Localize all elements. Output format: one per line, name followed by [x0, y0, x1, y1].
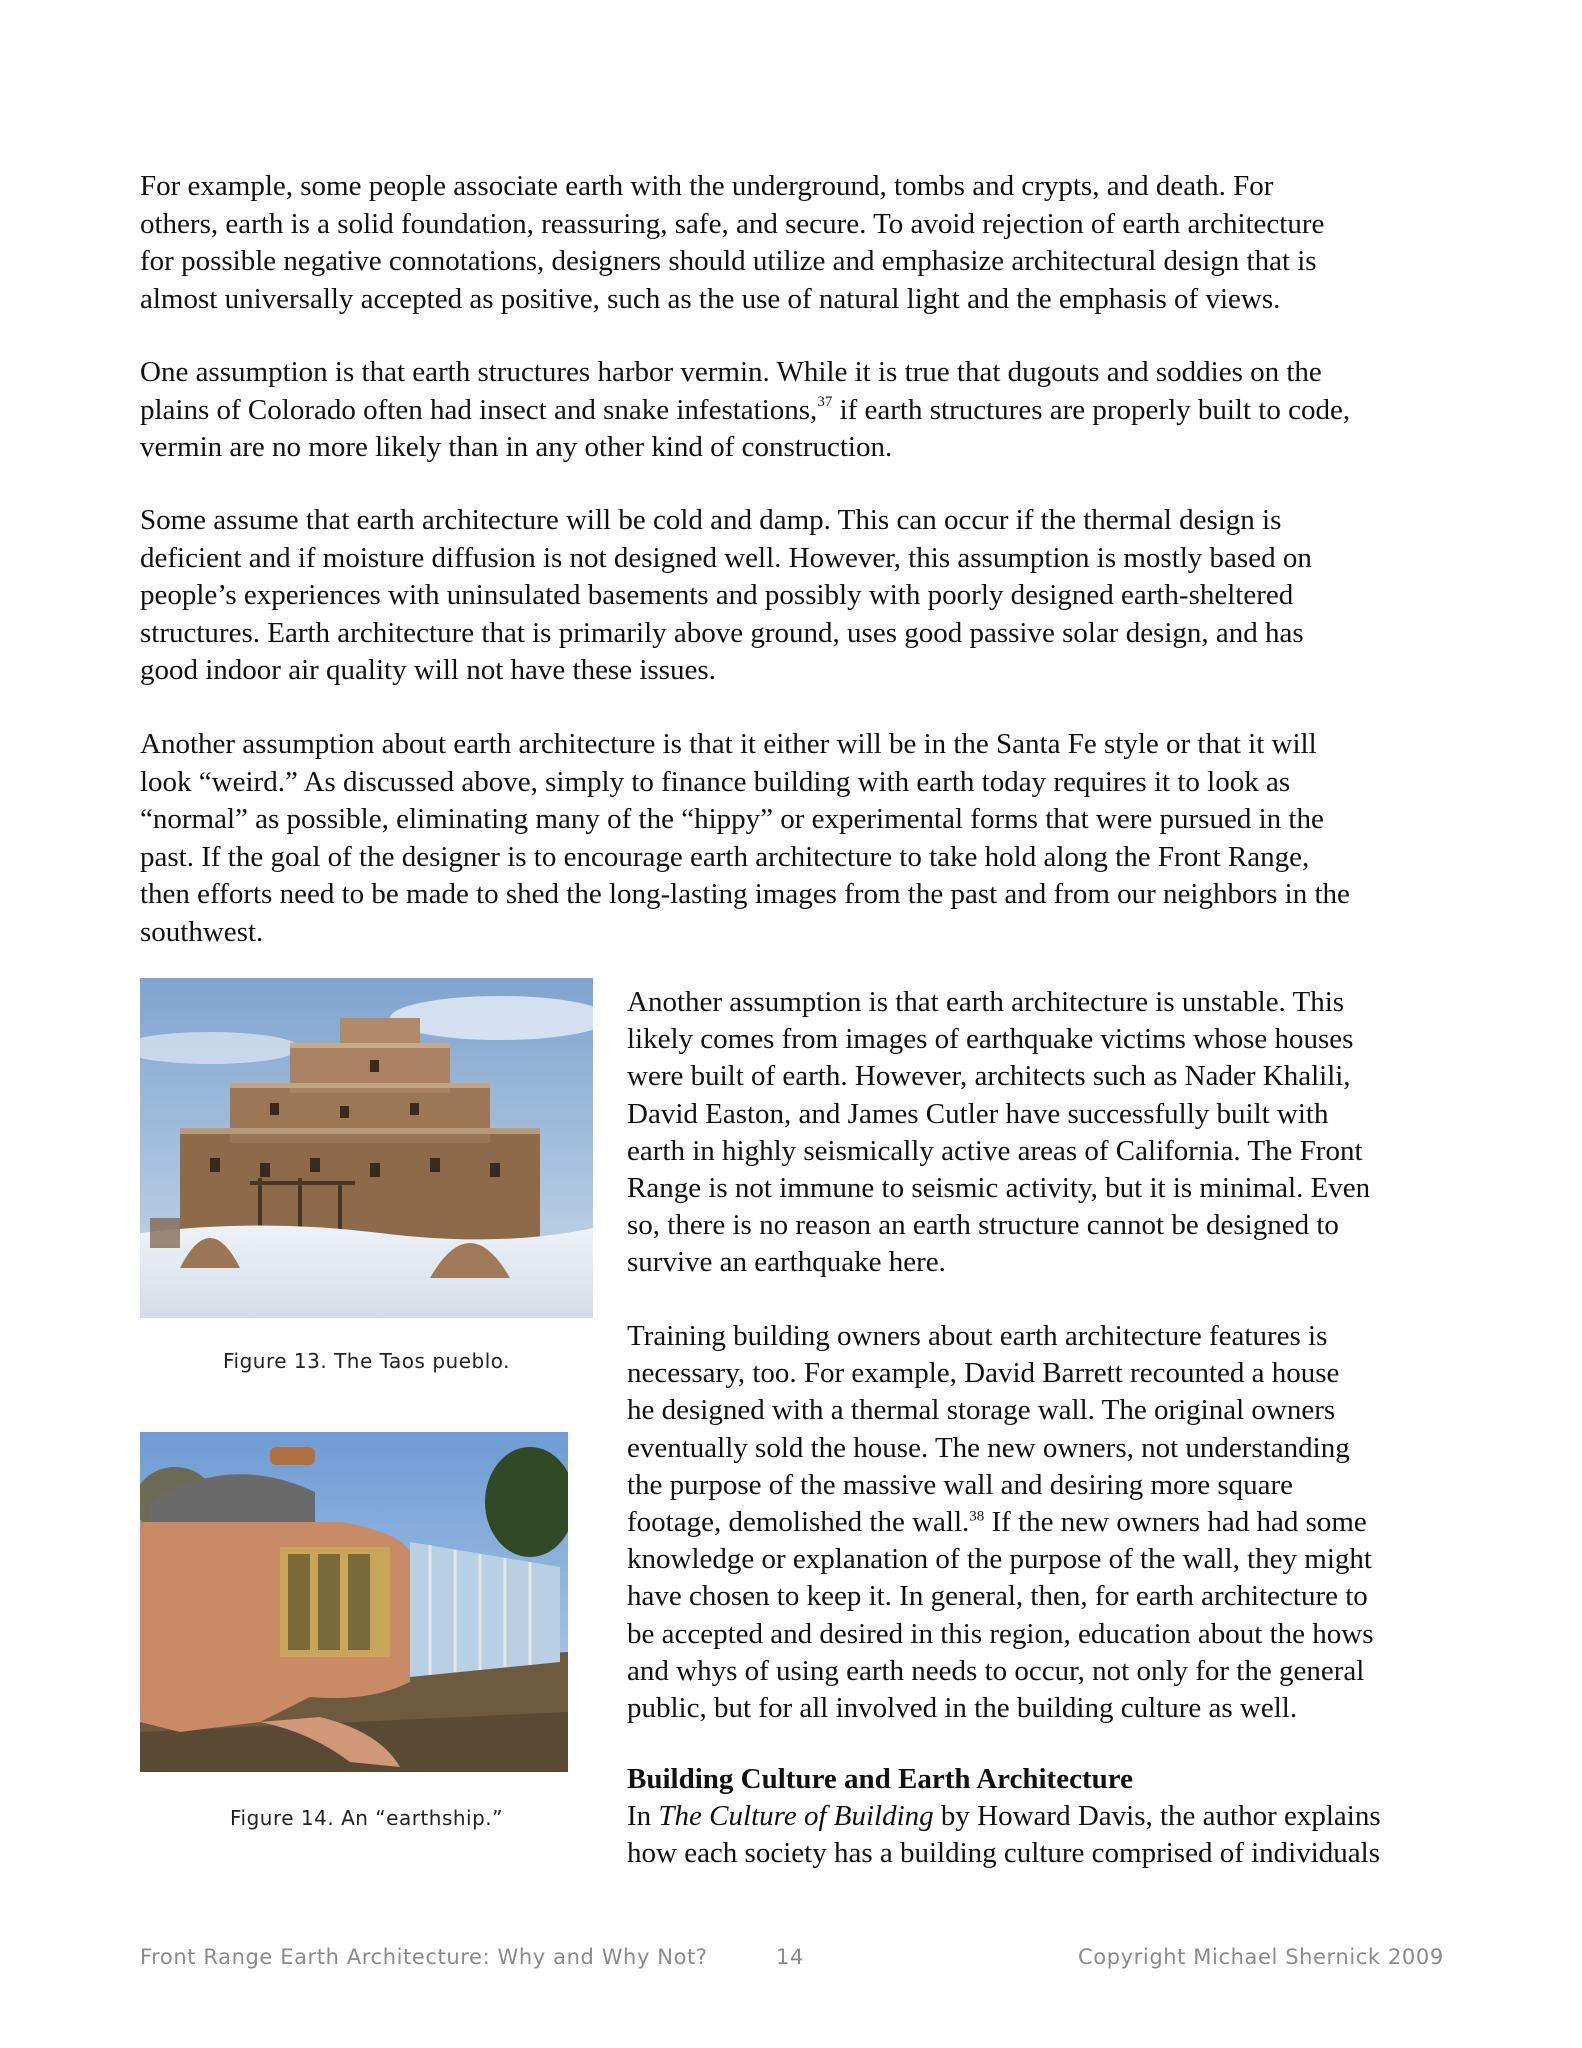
- paragraph-santa-fe-style: Another assumption about earth architecture is that it either will be in the Santa Fe style or that it will look “weird.” As discussed above, simply to finance building with earth today requires it to look as “normal” as possible, eliminating many of the “hippy” or experimental forms that were pursued in the past. If the goal of the designer is to encourage earth architecture to take hold along the Front Range, then efforts need to be made to shed the long-lasting images from the past and from our neighbors in the southwest.: [140, 728, 1350, 948]
- footnote-ref-38: 38: [969, 1508, 985, 1525]
- figure-14-caption: Figure 14. An “earthship.”: [229, 1806, 504, 1830]
- footnote-ref-37: 37: [817, 393, 833, 410]
- paragraph-vermin-text-a: One assumption is that earth structures harbor vermin. While it is true that dugouts and soddies on the plains of Colorado often had insect and snake infestations,: [140, 356, 1322, 426]
- paragraph-culture-text-b: by Howard Davis, the author explains how each society has a building culture comprised of individuals: [627, 1800, 1381, 1870]
- footer-page-number: 14: [776, 1945, 804, 1969]
- paragraph-training-owners: [627, 1318, 1457, 1727]
- paragraph-negative-associations: For example, some people associate earth with the underground, tombs and crypts, and death. For others, earth is a solid foundation, reassuring, safe, and secure. To avoid rejection of earth architecture for possible negative connotations, designers should utilize and emphasize architectural design that is almost universally accepted as positive, such as the use of natural light and the emphasis of views.: [140, 170, 1325, 315]
- footer-copyright: Copyright Michael Shernick 2009: [1078, 1945, 1444, 1969]
- paragraph-training-text-b: If the new owners had had some knowledge or explanation of the purpose of the wall, they might have chosen to keep it. In general, then, for earth architecture to be accepted and desired in this region, education about the hows and whys of using earth needs to occur, not only for the general public, but for all involved in the building culture as well.: [627, 1506, 1374, 1725]
- paragraph-culture-text-a: In: [627, 1800, 659, 1833]
- figure-13-caption: Figure 13. The Taos pueblo.: [223, 1349, 510, 1373]
- paragraph-unstable: Another assumption is that earth architecture is unstable. This likely comes from images of earthquake victims whose houses were built of earth. However, architects such as Nader Khalili, David Easton, and James Cutler have successfully built with earth in highly seismically active areas of California. The Front Range is not immune to seismic activity, but it is minimal. Even so, there is no reason an earth structure cannot be designed to survive an earthquake here.: [627, 986, 1371, 1279]
- paragraph-training-text-a: Training building owners about earth architecture features is necessary, too. For example, David Barrett recounted a house he designed with a thermal storage wall. The original owners eventually sold the house. The new owners, not understanding the purpose of the massive wall and desiring more square footage, demolished the wall.: [627, 1320, 1350, 1539]
- section-heading: Building Culture and Earth Architecture: [627, 1763, 1133, 1795]
- figure-13-taos-pueblo-photo: [140, 978, 593, 1318]
- footer-title: Front Range Earth Architecture: Why and Why Not?: [140, 1945, 708, 1969]
- paragraph-cold-damp: Some assume that earth architecture will be cold and damp. This can occur if the thermal design is deficient and if moisture diffusion is not designed well. However, this assumption is mostly based on people’s experiences with uninsulated basements and possibly with poorly designed earth-sheltered structures. Earth architecture that is primarily above ground, uses good passive solar design, and has good indoor air quality will not have these issues.: [140, 504, 1312, 686]
- paragraph-vermin: [140, 354, 1450, 467]
- paragraph-vermin-text-b: if earth structures are properly built to code, vermin are no more likely than in any other kind of construction.: [140, 393, 1351, 463]
- section-building-culture: [627, 1761, 1457, 1873]
- book-title: The Culture of Building: [658, 1800, 934, 1833]
- figure-14-earthship-photo: [140, 1432, 568, 1772]
